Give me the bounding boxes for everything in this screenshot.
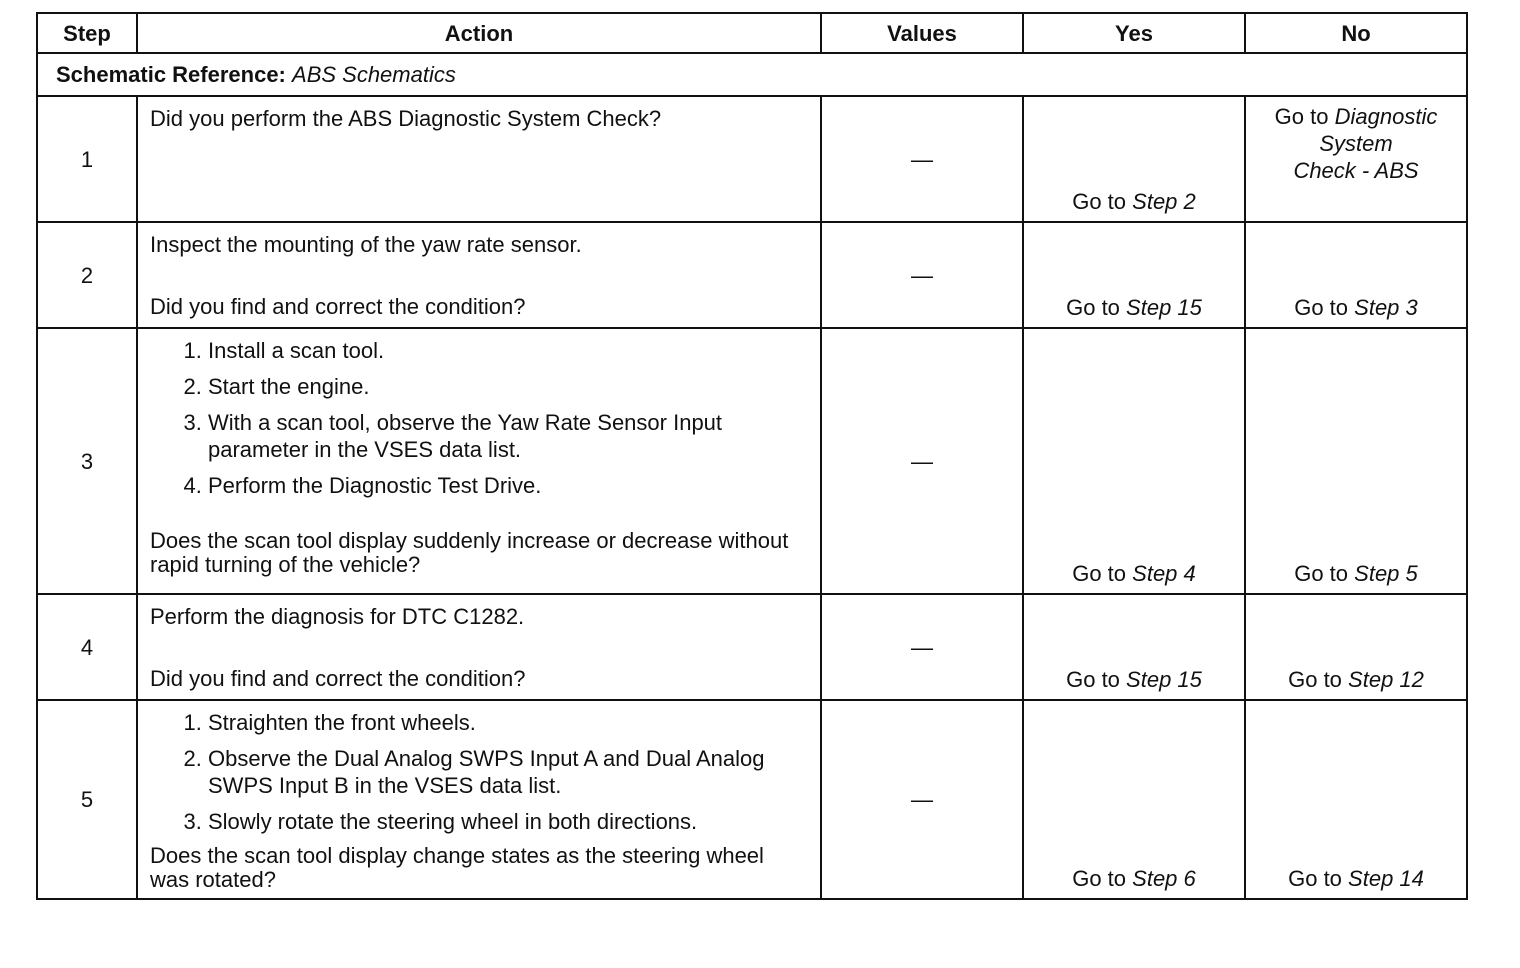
no-prefix: Go to [1294,295,1349,320]
action-cell [137,328,821,594]
list-item: 1. Install a scan tool. [208,337,808,364]
no-target-link[interactable]: Diagnostic [1334,104,1438,129]
yes-target-link[interactable]: Step 15 [1126,667,1202,692]
action-text: Did you perform the ABS Diagnostic System Check? [150,106,662,131]
no-prefix: Go to [1274,104,1329,129]
schematic-reference-row [37,53,1467,96]
yes-cell[interactable] [1023,700,1245,899]
values-cell: — [821,222,1023,328]
yes-prefix: Go to [1072,866,1127,891]
action-question: Did you find and correct the condition? [150,666,526,691]
list-item: 1. Straighten the front wheels. [208,709,808,736]
list-item: 3. Slowly rotate the steering wheel in both directions. [208,808,808,835]
header-row [37,13,1467,53]
list-item: 2. Observe the Dual Analog SWPS Input A and Dual Analog SWPS Input B in the VSES data list. [208,745,808,799]
reference-label: Schematic Reference: [56,62,286,87]
no-target-link-line3[interactable]: Check - ABS [1293,158,1419,183]
header-yes: Yes [1023,13,1245,53]
action-list [150,709,808,835]
action-cell [137,700,821,899]
table-row [37,96,1467,222]
step-number: 1 [37,96,137,222]
yes-cell[interactable] [1023,594,1245,700]
header-step: Step [37,13,137,53]
yes-target-link[interactable]: Step 6 [1132,866,1196,891]
header-action: Action [137,13,821,53]
action-question: Does the scan tool display suddenly increase or decrease without rapid turning of the vehicle? [150,528,789,577]
header-values: Values [821,13,1023,53]
step-number: 3 [37,328,137,594]
diagnostic-table [36,12,1468,900]
action-cell [137,96,821,222]
table-row [37,700,1467,899]
no-cell[interactable] [1245,594,1467,700]
schematic-reference [37,53,1467,96]
step-number: 2 [37,222,137,328]
diagnostic-table-container [36,12,1468,900]
no-target-link[interactable]: Step 3 [1354,295,1418,320]
no-prefix: Go to [1294,561,1349,586]
list-item: 4. Perform the Diagnostic Test Drive. [208,472,808,499]
step-number: 5 [37,700,137,899]
yes-target-link[interactable]: Step 4 [1132,561,1196,586]
no-cell[interactable] [1245,222,1467,328]
action-text: Perform the diagnosis for DTC C1282. [150,604,525,629]
list-item: 2. Start the engine. [208,373,808,400]
values-cell: — [821,328,1023,594]
action-list [150,337,808,499]
no-target-link[interactable]: Step 12 [1348,667,1424,692]
no-prefix: Go to [1288,667,1342,692]
yes-cell[interactable] [1023,222,1245,328]
table-row [37,594,1467,700]
list-item: 3. With a scan tool, observe the Yaw Rate Sensor Input parameter in the VSES data list. [208,409,808,463]
no-cell[interactable] [1245,328,1467,594]
yes-cell[interactable] [1023,328,1245,594]
action-text: Inspect the mounting of the yaw rate sensor. [150,232,582,257]
no-target-link-line2[interactable]: System [1319,131,1393,156]
header-no: No [1245,13,1467,53]
yes-prefix: Go to [1066,667,1120,692]
yes-prefix: Go to [1066,295,1120,320]
yes-prefix: Go to [1072,561,1127,586]
yes-target-link[interactable]: Step 15 [1126,295,1202,320]
yes-cell[interactable] [1023,96,1245,222]
action-cell [137,594,821,700]
values-cell: — [821,700,1023,899]
action-question: Does the scan tool display change states as the steering wheel was rotated? [150,843,764,892]
no-prefix: Go to [1288,866,1342,891]
no-cell[interactable] [1245,96,1467,222]
values-cell: — [821,594,1023,700]
table-row [37,222,1467,328]
yes-prefix: Go to [1072,189,1127,214]
reference-link[interactable]: ABS Schematics [292,62,456,87]
no-cell[interactable] [1245,700,1467,899]
no-target-link[interactable]: Step 5 [1354,561,1418,586]
step-number: 4 [37,594,137,700]
values-cell: — [821,96,1023,222]
table-row [37,328,1467,594]
no-target-link[interactable]: Step 14 [1348,866,1424,891]
action-question: Did you find and correct the condition? [150,294,526,319]
action-cell [137,222,821,328]
yes-target-link[interactable]: Step 2 [1132,189,1196,214]
